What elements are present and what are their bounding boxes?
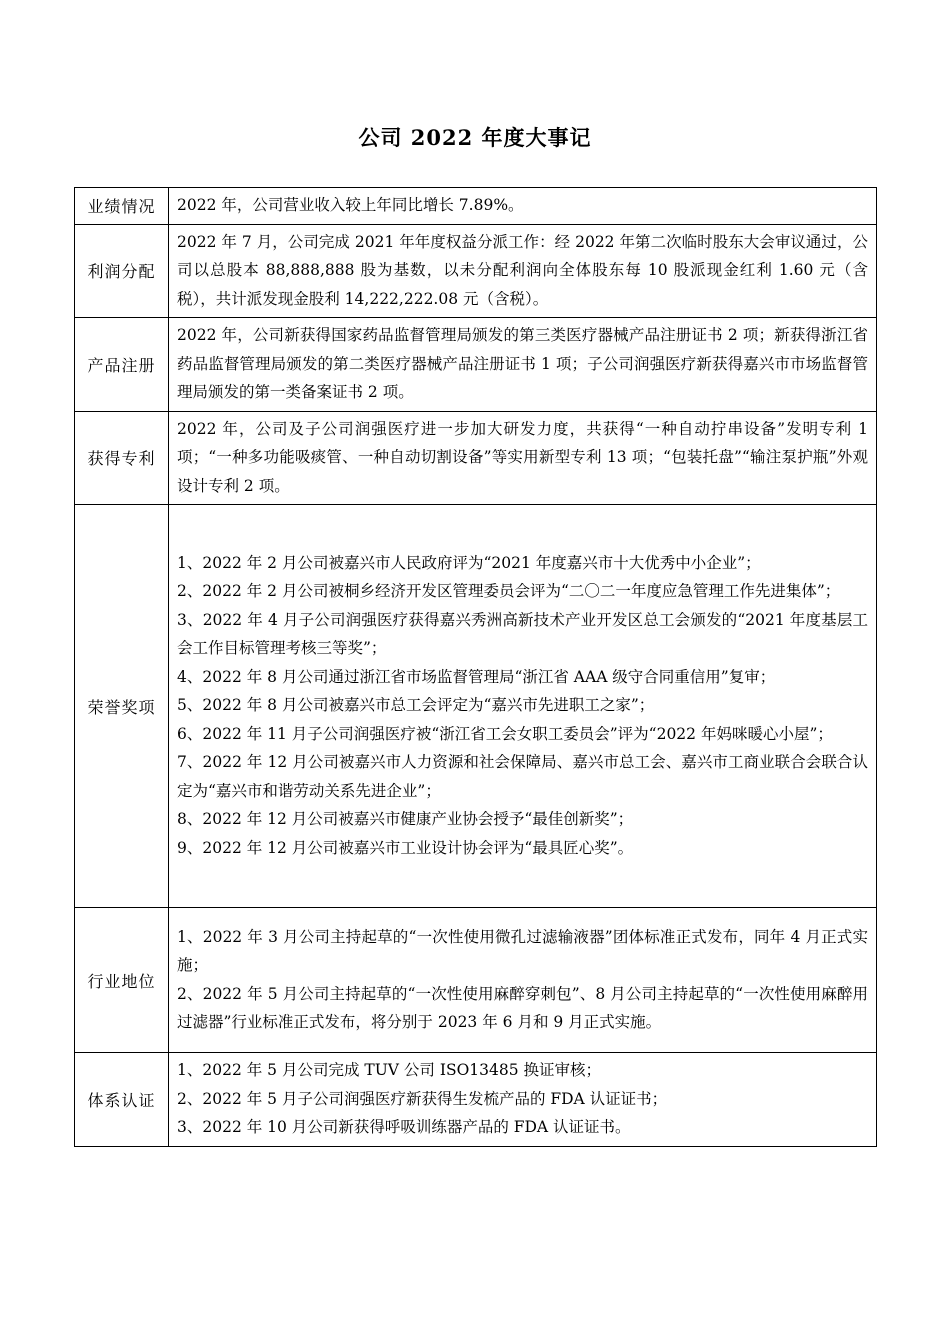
list-item: 3、2022 年 4 月子公司润强医疗获得嘉兴秀洲高新技术产业开发区总工会颁发的“2021 年度基层工会工作目标管理考核三等奖”； [177, 610, 868, 658]
list-item: 9、2022 年 12 月公司被嘉兴市工业设计协会评为“最具匠心奖”。 [177, 838, 634, 857]
list-item: 3、2022 年 10 月公司新获得呼吸训练器产品的 FDA 认证证书。 [177, 1118, 631, 1136]
list-item: 2022 年，公司及子公司润强医疗进一步加大研发力度，共获得“一种自动拧串设备”发明专利 1 项；“一种多功能吸痰管、一种自动切割设备”等实用新型专利 13 项；“包装托盘”“输注泵护瓶”外观设计专利 2 项。 [177, 419, 868, 495]
list-item: 6、2022 年 11 月子公司润强医疗被“浙江省工会女职工委员会”评为“2022 年妈咪暖心小屋”； [177, 724, 833, 743]
list-item: 2022 年 7 月，公司完成 2021 年年度权益分派工作：经 2022 年第二次临时股东大会审议通过，公司以总股本 88,888,888 股为基数，以未分配利润向全体股东每 10 股派现金红利 1.60 元（含税），共计派发现金股利 14,222,222.08 元（含税）。 [177, 232, 868, 308]
content-cell [169, 188, 877, 225]
table-row [75, 908, 877, 1053]
category-cell: 体系认证 [75, 1053, 169, 1147]
content-cell [169, 1053, 877, 1147]
table-row [75, 1053, 877, 1147]
table-row [75, 318, 877, 412]
list-item: 4、2022 年 8 月公司通过浙江省市场监督管理局“浙江省 AAA 级守合同重信用”复审； [177, 667, 776, 686]
list-item: 2、2022 年 2 月公司被桐乡经济开发区管理委员会评为“二〇二一年度应急管理工作先进集体”； [177, 582, 841, 601]
list-item: 2、2022 年 5 月公司主持起草的“一次性使用麻醉穿刺包”、8 月公司主持起草的“一次性使用麻醉用过滤器”行业标准正式发布，将分别于 2023 年 6 月和 9 月正式实施。 [177, 984, 868, 1031]
table-row [75, 505, 877, 908]
list-item: 2022 年，公司营业收入较上年同比增长 7.89%。 [177, 196, 524, 214]
category-cell: 获得专利 [75, 411, 169, 505]
list-item: 1、2022 年 2 月公司被嘉兴市人民政府评为“2021 年度嘉兴市十大优秀中小企业”； [177, 553, 761, 572]
table-row [75, 224, 877, 318]
table-row [75, 411, 877, 505]
category-cell: 荣誉奖项 [75, 505, 169, 908]
list-item: 5、2022 年 8 月公司被嘉兴市总工会评定为“嘉兴市先进职工之家”； [177, 696, 655, 715]
list-item: 2022 年，公司新获得国家药品监督管理局颁发的第三类医疗器械产品注册证书 2 项；新获得浙江省药品监督管理局颁发的第二类医疗器械产品注册证书 1 项；子公司润强医疗新获得嘉兴市市场监督管理局颁发的第一类备案证书 2 项。 [177, 326, 868, 401]
events-table [74, 187, 877, 1147]
content-cell [169, 505, 877, 908]
content-cell [169, 318, 877, 412]
page-title: 公司 2022 年度大事记 [358, 125, 592, 150]
table-row [75, 188, 877, 225]
category-cell: 利润分配 [75, 224, 169, 318]
category-cell: 产品注册 [75, 318, 169, 412]
list-item: 7、2022 年 12 月公司被嘉兴市人力资源和社会保障局、嘉兴市总工会、嘉兴市工商业联合会联合认定为“嘉兴市和谐劳动关系先进企业”； [177, 753, 868, 800]
category-cell: 业绩情况 [75, 188, 169, 225]
category-cell: 行业地位 [75, 908, 169, 1053]
list-item: 8、2022 年 12 月公司被嘉兴市健康产业协会授予“最佳创新奖”； [177, 810, 634, 829]
list-item: 2、2022 年 5 月子公司润强医疗新获得生发梳产品的 FDA 认证证书； [177, 1089, 668, 1108]
content-cell [169, 411, 877, 505]
content-cell [169, 224, 877, 318]
content-cell [169, 908, 877, 1053]
list-item: 1、2022 年 5 月公司完成 TUV 公司 ISO13485 换证审核； [177, 1061, 602, 1079]
list-item: 1、2022 年 3 月公司主持起草的“一次性使用微孔过滤输液器”团体标准正式发布，同年 4 月正式实施； [177, 927, 868, 974]
